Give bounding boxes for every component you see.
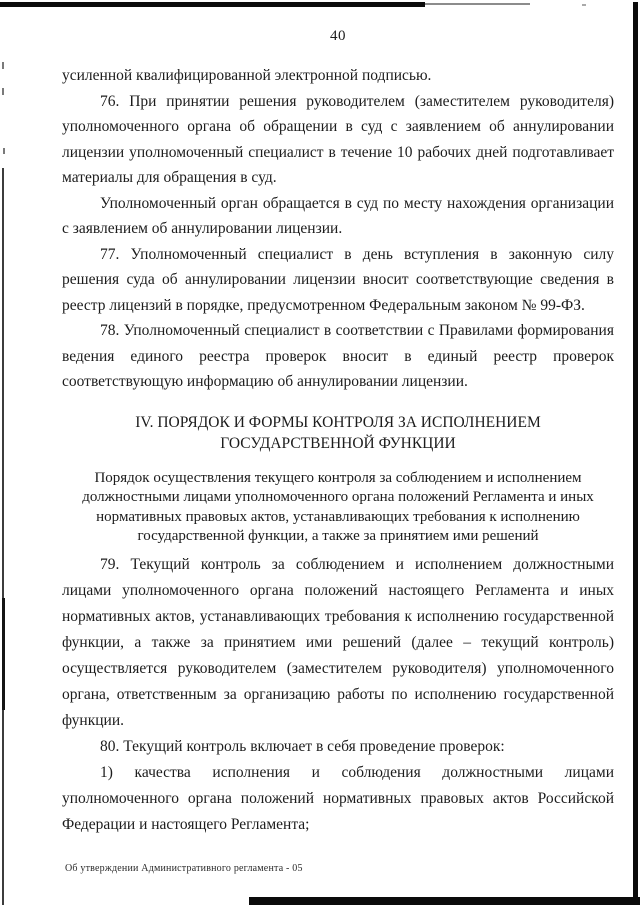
subsection-heading bbox=[62, 469, 614, 547]
scan-edge-bottom bbox=[249, 897, 640, 905]
page-content bbox=[62, 0, 614, 838]
paragraph-78: 78. Уполномоченный специалист в соответствии с Правилами формирования ведения единого реестра проверок вносит в единый реестр проверок соответствующую информацию об аннулировании лицензии. bbox=[62, 322, 614, 390]
scan-edge-right bbox=[633, 2, 638, 905]
page-number: 40 bbox=[330, 28, 346, 44]
scan-artifact-dash bbox=[2, 62, 4, 69]
paragraph-continuation: усиленной квалифицированной электронной подписью. bbox=[62, 67, 432, 84]
section-heading-line-2: ГОСУДАРСТВЕННОЙ ФУНКЦИИ bbox=[220, 434, 456, 452]
paragraph-76: 76. При принятии решения руководителем (заместителем руководителя) уполномоченного органа об обращении в суд с заявлением об аннулировании лицензии уполномоченный специалист в течение 10 рабочих дней подготавливает материалы для обращения в суд. bbox=[62, 92, 614, 186]
section-heading bbox=[62, 412, 614, 454]
scan-artifact-dash bbox=[3, 148, 5, 154]
subsection-heading-line-4: государственной функции, а также за принятием ими решений bbox=[137, 528, 539, 544]
subsection-heading-line-3: нормативных правовых актов, устанавливающих требования к исполнению bbox=[96, 508, 580, 525]
subsection-heading-line-2: должностными лицами уполномоченного органа положений Регламента и иных bbox=[82, 489, 594, 505]
footer-stamp: Об утверждении Административного регламента - 05 bbox=[65, 863, 303, 874]
scan-edge-left bbox=[2, 168, 4, 905]
paragraph-80-item-1: 1) качества исполнения и соблюдения должностными лицами уполномоченного органа положений нормативных правовых актов Российской Федерации и настоящего Регламента; bbox=[62, 763, 614, 833]
scan-artifact-dash bbox=[2, 88, 4, 95]
section-heading-line-1: IV. ПОРЯДОК И ФОРМЫ КОНТРОЛЯ ЗА ИСПОЛНЕНИЕМ bbox=[135, 413, 541, 431]
paragraph-79: 79. Текущий контроль за соблюдением и исполнением должностными лицами уполномоченного органа положений настоящего Регламента и иных нормативных актов, устанавливающих требования к исполнению государственной функции, а также за принятием ими решений (далее – текущий контроль) осуществляется руководителем (заместителем руководителя) уполномоченного органа, ответственным за организацию работы по исполнению государственной функции. bbox=[62, 555, 614, 729]
paragraph-80: 80. Текущий контроль включает в себя проведение проверок: bbox=[100, 737, 505, 755]
subsection-heading-line-1: Порядок осуществления текущего контроля за соблюдением и исполнением bbox=[94, 469, 582, 486]
paragraph-77: 77. Уполномоченный специалист в день вступления в законную силу решения суда об аннулировании лицензии вносит соответствующие сведения в реестр лицензий в порядке, предусмотренном Федеральным законом № 99-ФЗ. bbox=[62, 245, 614, 314]
paragraph-76-court-filing: Уполномоченный орган обращается в суд по месту нахождения организации с заявлением об аннулировании лицензии. bbox=[62, 194, 614, 237]
scan-edge-left-dark-segment bbox=[2, 598, 5, 710]
